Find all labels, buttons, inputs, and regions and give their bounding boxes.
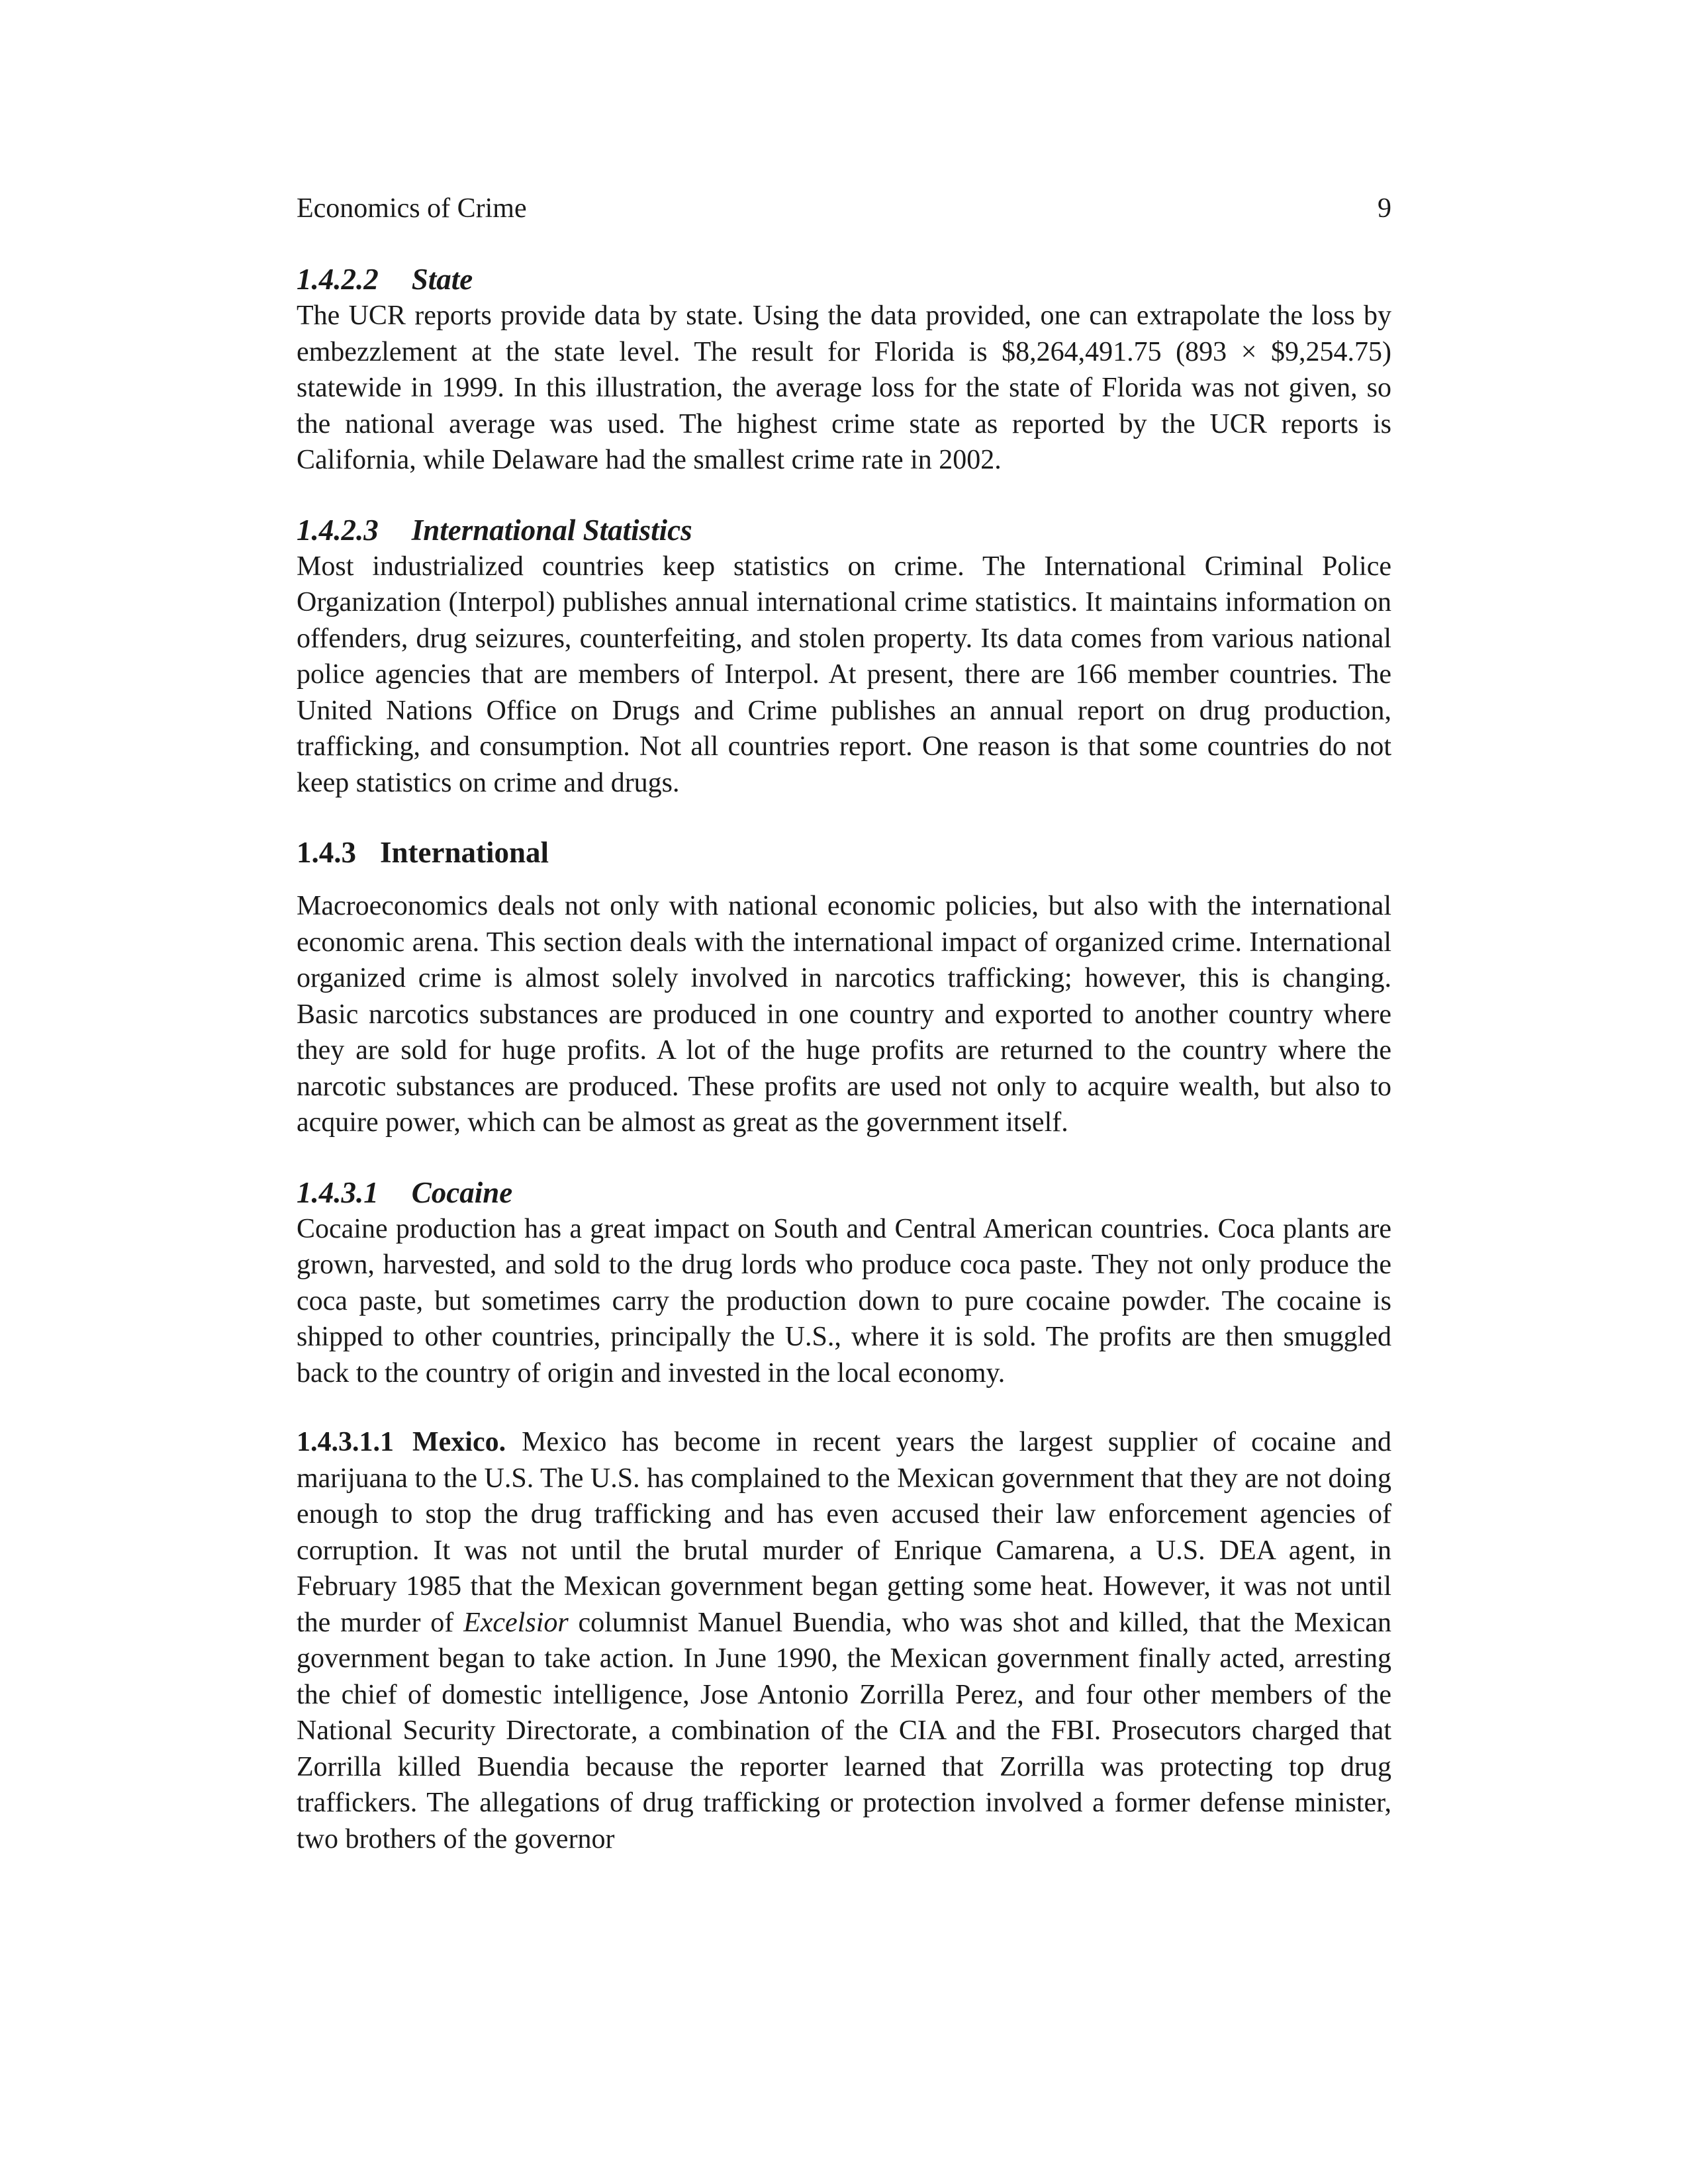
newspaper-name: Excelsior — [463, 1607, 569, 1638]
running-header — [297, 191, 1391, 226]
section-heading-international — [297, 834, 1391, 871]
subsection-number: 1.4.3.1.1 — [297, 1427, 394, 1457]
paragraph-international-statistics: Most industrialized countries keep statistics on crime. The International Criminal Police Organization (Interpol) publishes annual international crime statistics. It maintains information on offenders, drug seizures, counterfeiting, and stolen property. Its data comes from various national police agencies that are members of Interpol. At present, there are 166 member countries. The United Nations Office on Drugs and Crime publishes an annual report on drug production, trafficking, and consumption. Not all countries report. One reason is that some countries do not keep statistics on crime and drugs. — [297, 551, 1391, 798]
paragraph-state: The UCR reports provide data by state. Using the data provided, one can extrapolate the loss by embezzlement at the state level. The result for Florida is $8,264,491.75 (893 × $9,254.75) statewide in 1999. In this illustration, the average loss for the state of Florida was not given, so the national average was used. The highest crime state as reported by the UCR reports is California, while Delaware had the smallest crime rate in 2002. — [297, 300, 1391, 475]
section-heading-cocaine — [297, 1174, 1391, 1211]
section-number: 1.4.3 — [297, 836, 356, 869]
section-title: International — [380, 836, 549, 869]
section-number: 1.4.3.1 — [297, 1175, 379, 1209]
paragraph-international: Macroeconomics deals not only with national economic policies, but also with the international economic arena. This section deals with the international impact of organized crime. International organized crime is almost solely involved in narcotics trafficking; however, this is changing. Basic narcotics substances are produced in one country and exported to another country where they are sold for huge profits. A lot of the huge profits are returned to the country where the narcotic substances are produced. These profits are used not only to acquire wealth, but also to acquire power, which can be almost as great as the government itself. — [297, 891, 1391, 1138]
mexico-text-part2: columnist Manuel Buendia, who was shot and killed, that the Mexican government began to take action. In June 1990, the Mexican government finally acted, arresting the chief of domestic intelligence, Jose Antonio Zorrilla Perez, and four other members of the National Security Directorate, a combination of the CIA and the FBI. Prosecutors charged that Zorrilla killed Buendia because the reporter learned that Zorrilla was protecting top drug traffickers. The allegations of drug trafficking or protection involved a former defense minister, two brothers of the governor — [297, 1607, 1391, 1854]
page-number: 9 — [1378, 193, 1391, 224]
running-title: Economics of Crime — [297, 193, 527, 224]
section-heading-state — [297, 261, 1391, 298]
paragraph-cocaine: Cocaine production has a great impact on South and Central American countries. Coca plants are grown, harvested, and sold to the drug lords who produce coca paste. They not only produce the coca paste, but sometimes carry the production down to pure cocaine powder. The cocaine is shipped to other countries, principally the U.S., where it is sold. The profits are then smuggled back to the country of origin and invested in the local economy. — [297, 1213, 1391, 1388]
section-title: Cocaine — [411, 1175, 513, 1209]
mexico-text-part1: Mexico has become in recent years the largest supplier of cocaine and marijuana to the U.S. The U.S. has complained to the Mexican government that they are not doing enough to stop the drug trafficking and has even accused their law enforcement agencies of corruption. It was not until the brutal murder of Enrique Camarena, a U.S. DEA agent, in February 1985 that the Mexican government began getting some heat. However, it was not until the murder of — [297, 1427, 1391, 1638]
section-title: International Statistics — [411, 513, 692, 547]
subsection-title: Mexico. — [412, 1427, 506, 1457]
section-title: State — [411, 263, 473, 296]
section-heading-international-statistics — [297, 512, 1391, 549]
book-page — [297, 191, 1391, 1857]
section-number: 1.4.2.3 — [297, 513, 379, 547]
section-number: 1.4.2.2 — [297, 263, 379, 296]
paragraph-mexico — [297, 1424, 1391, 1857]
